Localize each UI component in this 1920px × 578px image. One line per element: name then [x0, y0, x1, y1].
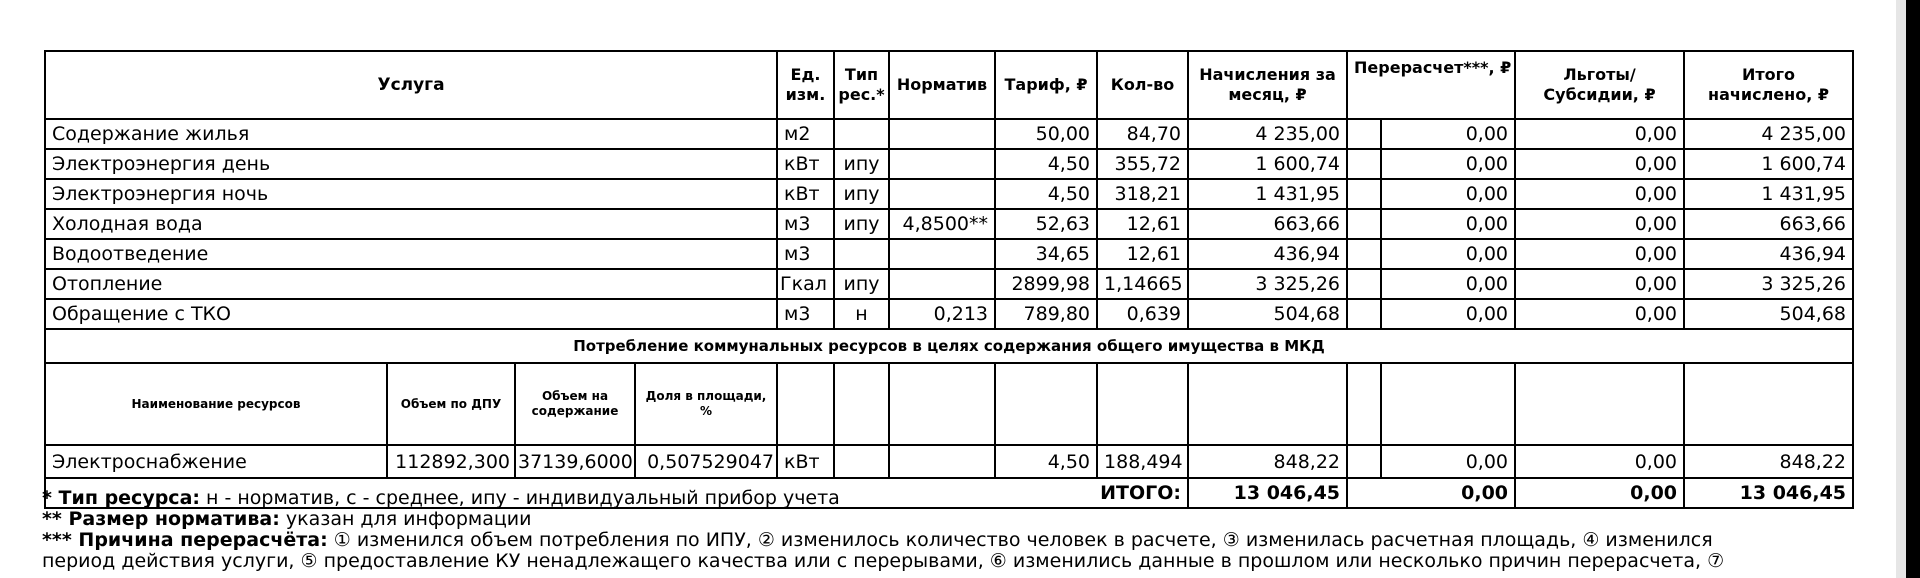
footnote-label: * Тип ресурса: — [42, 487, 200, 509]
benefit-cell: 0,00 — [1515, 299, 1684, 329]
qty-cell: 355,72 — [1097, 149, 1188, 179]
service-name: Электроэнергия ночь — [45, 179, 777, 209]
benefit-cell: 0,00 — [1515, 179, 1684, 209]
charge-cell: 1 600,74 — [1188, 149, 1347, 179]
tariff-cell: 52,63 — [995, 209, 1097, 239]
unit-cell: кВт — [777, 149, 834, 179]
odn-maint-cell: 37139,6000 — [515, 445, 635, 478]
footnote-text: указан для информации — [279, 508, 532, 530]
table-row — [45, 119, 1853, 149]
col-res-type: Тип рес.* — [834, 51, 889, 119]
tariff-cell: 2899,98 — [995, 269, 1097, 299]
odn-empty — [1515, 363, 1684, 445]
odn-col-name: Наименование ресурсов — [45, 363, 387, 445]
table-row — [45, 209, 1853, 239]
col-charge: Начисления за месяц, ₽ — [1188, 51, 1347, 119]
service-name: Водоотведение — [45, 239, 777, 269]
service-name: Холодная вода — [45, 209, 777, 239]
norm-cell — [889, 445, 995, 478]
odn-empty — [995, 363, 1097, 445]
odn-col-maint: Объем на содержание — [515, 363, 635, 445]
unit-cell: м3 — [777, 299, 834, 329]
benefit-cell: 0,00 — [1515, 239, 1684, 269]
type-cell — [834, 119, 889, 149]
benefit-cell: 0,00 — [1515, 445, 1684, 478]
tariff-cell: 4,50 — [995, 149, 1097, 179]
col-tariff: Тариф, ₽ — [995, 51, 1097, 119]
total-cell: 1 431,95 — [1684, 179, 1853, 209]
qty-cell: 12,61 — [1097, 239, 1188, 269]
type-cell: н — [834, 299, 889, 329]
table-row — [45, 299, 1853, 329]
qty-cell: 0,639 — [1097, 299, 1188, 329]
recalc-spacer — [1347, 445, 1381, 478]
footnote-text: ① изменился объем потребления по ИПУ, ② изменилось количество человек в расчете, ③ изменилась расчетная площадь, ④ изменился — [327, 529, 1713, 551]
unit-cell: м3 — [777, 209, 834, 239]
qty-cell: 318,21 — [1097, 179, 1188, 209]
recalc-spacer — [1347, 209, 1381, 239]
type-cell: ипу — [834, 209, 889, 239]
odn-resource-name: Электроснабжение — [45, 445, 387, 478]
qty-cell: 84,70 — [1097, 119, 1188, 149]
odn-empty — [889, 363, 995, 445]
charge-cell: 436,94 — [1188, 239, 1347, 269]
benefit-cell: 0,00 — [1515, 149, 1684, 179]
service-name: Электроэнергия день — [45, 149, 777, 179]
norm-cell: 0,213 — [889, 299, 995, 329]
table-header — [45, 51, 1853, 119]
benefit-cell: 0,00 — [1515, 119, 1684, 149]
total-cell: 4 235,00 — [1684, 119, 1853, 149]
tariff-cell: 34,65 — [995, 239, 1097, 269]
footnote-recalc-reason — [42, 530, 1902, 551]
benefit-cell: 0,00 — [1515, 269, 1684, 299]
charge-cell: 504,68 — [1188, 299, 1347, 329]
type-cell: ипу — [834, 179, 889, 209]
type-cell: ипу — [834, 149, 889, 179]
qty-cell: 1,14665 — [1097, 269, 1188, 299]
footnotes — [42, 488, 1902, 572]
col-recalc: Перерасчет***, ₽ — [1347, 51, 1515, 119]
odn-empty — [1347, 363, 1381, 445]
unit-cell: м2 — [777, 119, 834, 149]
table-row — [45, 239, 1853, 269]
recalc-spacer — [1347, 149, 1381, 179]
odn-title-row — [45, 329, 1853, 363]
odn-header-row — [45, 363, 1853, 445]
tariff-cell: 50,00 — [995, 119, 1097, 149]
type-cell: ипу — [834, 269, 889, 299]
odn-col-share: Доля в площади, % — [635, 363, 777, 445]
col-norm: Норматив — [889, 51, 995, 119]
footnote-norm-size — [42, 509, 1902, 530]
total-cell: 848,22 — [1684, 445, 1853, 478]
totals-recalc: 0,00 — [1347, 478, 1515, 508]
service-name: Обращение с ТКО — [45, 299, 777, 329]
footnote-text: н - норматив, с - среднее, ипу - индивидуальный прибор учета — [199, 487, 840, 509]
benefit-cell: 0,00 — [1515, 209, 1684, 239]
recalc-spacer — [1347, 179, 1381, 209]
norm-cell — [889, 179, 995, 209]
odn-empty — [1097, 363, 1188, 445]
charge-cell: 1 431,95 — [1188, 179, 1347, 209]
odn-empty — [1188, 363, 1347, 445]
table-row — [45, 179, 1853, 209]
footnote-label: *** Причина перерасчёта: — [42, 529, 328, 551]
service-name: Отопление — [45, 269, 777, 299]
qty-cell: 12,61 — [1097, 209, 1188, 239]
total-cell: 436,94 — [1684, 239, 1853, 269]
total-cell: 3 325,26 — [1684, 269, 1853, 299]
totals-total: 13 046,45 — [1684, 478, 1853, 508]
odn-empty — [834, 363, 889, 445]
charge-cell: 848,22 — [1188, 445, 1347, 478]
recalc-spacer — [1347, 119, 1381, 149]
qty-cell: 188,494 — [1097, 445, 1188, 478]
footnote-resource-type — [42, 488, 1902, 509]
type-cell — [834, 445, 889, 478]
odn-empty — [1381, 363, 1515, 445]
recalc-cell: 0,00 — [1381, 149, 1515, 179]
recalc-spacer — [1347, 239, 1381, 269]
norm-cell: 4,8500** — [889, 209, 995, 239]
footnote-label: ** Размер норматива: — [42, 508, 280, 530]
total-cell: 504,68 — [1684, 299, 1853, 329]
type-cell — [834, 239, 889, 269]
unit-cell: Гкал — [777, 269, 834, 299]
col-service: Услуга — [45, 51, 777, 119]
unit-cell: м3 — [777, 239, 834, 269]
col-total: Итого начислено, ₽ — [1684, 51, 1853, 119]
odn-col-dpu: Объем по ДПУ — [387, 363, 515, 445]
recalc-cell: 0,00 — [1381, 179, 1515, 209]
odn-empty — [1684, 363, 1853, 445]
service-name: Содержание жилья — [45, 119, 777, 149]
odn-dpu-cell: 112892,300 — [387, 445, 515, 478]
table-row — [45, 269, 1853, 299]
odn-share-cell: 0,507529047 — [635, 445, 777, 478]
unit-cell: кВт — [777, 179, 834, 209]
footnote-recalc-reason-cont: период действия услуги, ⑤ предоставление КУ ненадлежащего качества или с перерывами, ⑥ изменились данные в прошлом или несколько причин перерасчета, ⑦ — [42, 550, 1725, 572]
unit-cell: кВт — [777, 445, 834, 478]
table-row — [45, 149, 1853, 179]
recalc-cell: 0,00 — [1381, 269, 1515, 299]
charge-cell: 663,66 — [1188, 209, 1347, 239]
recalc-cell: 0,00 — [1381, 239, 1515, 269]
total-cell: 1 600,74 — [1684, 149, 1853, 179]
recalc-cell: 0,00 — [1381, 209, 1515, 239]
recalc-cell: 0,00 — [1381, 445, 1515, 478]
col-benefits: Льготы/ Субсидии, ₽ — [1515, 51, 1684, 119]
col-qty: Кол-во — [1097, 51, 1188, 119]
col-unit: Ед. изм. — [777, 51, 834, 119]
charges-table — [44, 50, 1854, 509]
tariff-cell: 4,50 — [995, 179, 1097, 209]
tariff-cell: 4,50 — [995, 445, 1097, 478]
totals-charge: 13 046,45 — [1188, 478, 1347, 508]
totals-benefit: 0,00 — [1515, 478, 1684, 508]
charge-cell: 3 325,26 — [1188, 269, 1347, 299]
totals-label: ИТОГО: — [45, 478, 1188, 508]
recalc-cell: 0,00 — [1381, 299, 1515, 329]
recalc-spacer — [1347, 299, 1381, 329]
norm-cell — [889, 119, 995, 149]
norm-cell — [889, 239, 995, 269]
table-row — [45, 445, 1853, 478]
norm-cell — [889, 149, 995, 179]
odn-title: Потребление коммунальных ресурсов в целях содержания общего имущества в МКД — [45, 329, 1853, 363]
charge-cell: 4 235,00 — [1188, 119, 1347, 149]
norm-cell — [889, 269, 995, 299]
tariff-cell: 789,80 — [995, 299, 1097, 329]
recalc-cell: 0,00 — [1381, 119, 1515, 149]
total-cell: 663,66 — [1684, 209, 1853, 239]
odn-empty — [777, 363, 834, 445]
recalc-spacer — [1347, 269, 1381, 299]
